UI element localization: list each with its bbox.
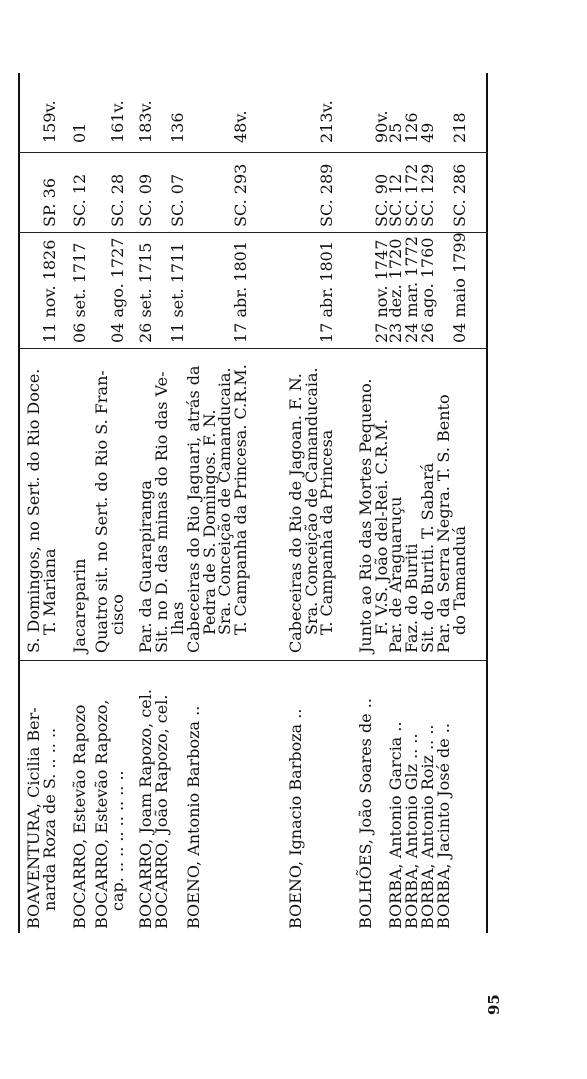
entry-folio: 49: [418, 122, 437, 143]
entry-place: Jacareparin: [70, 558, 89, 653]
rotated-register-table: [18, 73, 488, 933]
entry-code: SC. 09: [136, 173, 155, 227]
entry-place-cont: Sra. Conceição de Camanducaia.: [301, 367, 321, 635]
entry-place-cont: Sra. Conceição de Camanducaia.: [215, 367, 235, 635]
entry-name: BORBA, Antonio Roiz .. ..: [418, 724, 437, 929]
entry-date: 26 ago. 1760: [418, 237, 437, 343]
table-top-rule: [18, 73, 20, 933]
entry-code: SP. 36: [39, 177, 59, 227]
entry-code: SC. 12: [386, 173, 405, 227]
entry-name: BOCARRO, Estevão Rapozo,: [92, 699, 111, 929]
entry-place-cont: T. Campanha da Princesa: [317, 429, 337, 635]
entry-folio: 90v.: [371, 110, 391, 143]
entry-place: Par. da Guarapiranga: [136, 480, 155, 653]
entry-code: SC. 28: [107, 173, 127, 227]
entry-code: SC. 286: [449, 163, 469, 227]
entry-folio: 218: [449, 112, 469, 143]
entry-place-cont: lhas: [167, 601, 187, 635]
entry-date: 26 set. 1715: [136, 242, 155, 343]
entry-name: BORBA, Antonio Glz .. ..: [402, 733, 421, 929]
column-divider: [18, 152, 488, 153]
entry-name-cont: cap. .. .. .. .. .. .. ..: [107, 770, 127, 911]
entry-code: SC. 12: [70, 173, 89, 227]
entry-folio: 136: [167, 112, 187, 143]
entry-place-cont: F. V.S. João del-Rei. C.R.M.: [371, 419, 391, 635]
entry-code: SC. 07: [167, 173, 187, 227]
entry-place: Faz. do Buriti: [402, 543, 421, 653]
page-number: 95: [485, 994, 503, 1015]
entry-folio: 213v.: [317, 100, 337, 143]
column-divider: [18, 348, 488, 349]
entry-date: 27 nov. 1747: [371, 239, 391, 343]
entry-place: S. Domingos, no Sert. do Rio Doce.: [24, 368, 43, 653]
entry-folio: 159v.: [39, 100, 59, 143]
entry-folio: 183v.: [136, 100, 155, 143]
entry-folio: 25: [386, 122, 405, 143]
entry-name: BOLHÕES, João Soares de ..: [356, 698, 375, 929]
entry-name: BOCARRO, Estevão Rapozo: [70, 704, 89, 929]
column-divider: [18, 232, 488, 233]
entry-date: 06 set. 1717: [70, 242, 89, 343]
entry-place: Quatro sit. no Sert. do Rio S. Fran-: [92, 370, 111, 653]
entry-date: 11 nov. 1826: [39, 239, 59, 343]
entry-name: BOENO, Ignacio Barboza ..: [286, 708, 305, 929]
entry-date: 04 maio 1799: [449, 232, 469, 343]
entry-name: BORBA, Antonio Garcia ..: [386, 721, 405, 929]
entry-place: Par. da Serra Negra. T. S. Bento: [434, 394, 453, 653]
entry-place: Sit. do Buriti. T. Sabará: [418, 462, 437, 653]
entry-place-cont: T. Campanha da Princesa. C.R.M.: [230, 364, 250, 635]
entry-folio: 126: [402, 112, 421, 143]
entry-code: SC. 172: [402, 163, 421, 227]
entry-name: BOENO, Antonio Barboza ..: [184, 705, 203, 929]
entry-place-cont: do Tamanduá: [449, 525, 469, 635]
entry-date: 17 abr. 1801: [230, 240, 250, 343]
entry-date: 23 dez. 1720: [386, 238, 405, 343]
entry-folio: 161v.: [107, 100, 127, 143]
entry-folio: 48v.: [230, 110, 250, 143]
entry-place-cont: T. Mariana: [39, 548, 59, 635]
entry-code: SC. 129: [418, 163, 437, 227]
entry-date: 04 ago. 1727: [107, 237, 127, 343]
entry-place: Cabeceiras do Rio Jaguari, atrás da: [184, 365, 203, 653]
entry-name: BOAVENTURA, Cicilia Ber-: [24, 707, 43, 929]
entry-name: BOCARRO, João Rapozo, cel.: [152, 694, 171, 929]
entry-place: Junto ao Rio das Mortes Pequeno.: [356, 378, 375, 653]
column-divider: [18, 660, 488, 661]
entry-folio: 01: [70, 122, 89, 143]
entry-date: 11 set. 1711: [167, 242, 187, 343]
entry-code: SC. 293: [230, 163, 250, 227]
entry-place: Cabeceiras do Rio de Jagoan. F. N.: [286, 373, 305, 653]
table-bottom-rule: [486, 73, 488, 933]
entry-name: BORBA, Jacinto José de ..: [434, 723, 453, 929]
entry-place-cont: cisco: [107, 594, 127, 635]
entry-date: 17 abr. 1801: [317, 240, 337, 343]
entry-name: BOCARRO, Joam Rapozo, cel.: [136, 689, 155, 929]
entry-code: SC. 90: [371, 173, 391, 227]
entry-code: SC. 289: [317, 163, 337, 227]
entry-place: Par. de Araguaruçu: [386, 496, 405, 653]
entry-place: Sit. no D. das minas do Rio das Ve-: [152, 371, 171, 653]
entry-name-cont: narda Roza de S. .. .. ..: [39, 727, 59, 911]
entry-date: 24 mar. 1772: [402, 236, 421, 343]
entry-place-cont: Pedra de S. Domingos. F. N.: [199, 409, 219, 635]
